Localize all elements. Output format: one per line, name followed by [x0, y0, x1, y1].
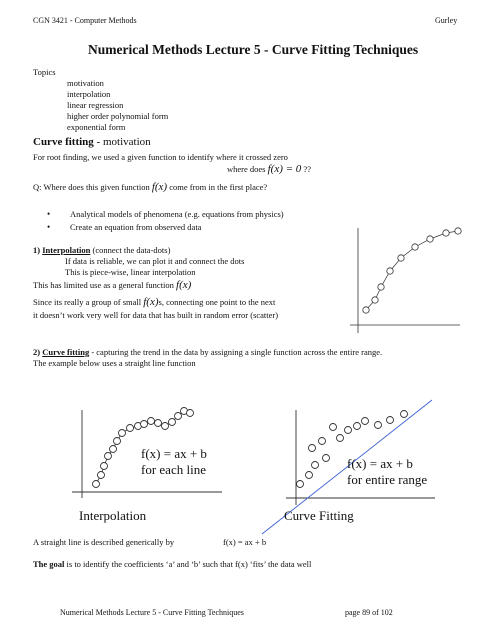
topic-item: motivation [67, 78, 104, 88]
interp-l4-post: s, connecting one point to the next [158, 297, 276, 307]
small-data-point [387, 268, 393, 274]
interp-data-point [110, 446, 117, 453]
interp-caption: Interpolation [79, 508, 147, 523]
where-pre: where does [227, 164, 268, 174]
topic-item: exponential form [67, 122, 126, 132]
bullet-dot: • [47, 209, 51, 219]
fit-head: Curve fitting [42, 347, 90, 357]
interp-head-rest: (connect the data-dots) [90, 245, 171, 255]
motivation-line: For root finding, we used a given function to identify where it crossed zero [33, 152, 288, 162]
goal-line [33, 559, 311, 570]
fit-caption: Curve Fitting [284, 508, 354, 523]
fit-head-rest: - capturing the trend in the data by assigning a single function across the entire range. [89, 347, 383, 357]
fit-data-point [375, 422, 382, 429]
small-data-point [412, 244, 418, 250]
page-title: Numerical Methods Lecture 5 - Curve Fitting Techniques [88, 42, 419, 57]
interp-data-point [169, 419, 176, 426]
interp-line: it doesn’t work very well for data that has built in random error (scatter) [33, 310, 279, 320]
header-course: CGN 3421 - Computer Methods [33, 16, 137, 25]
motivation-heading-rest: - motivation [93, 136, 151, 148]
small-data-point [427, 236, 433, 242]
interp-data-point [141, 421, 148, 428]
interp-data-point [105, 453, 112, 460]
bullet-item: Analytical models of phenomena (e.g. equations from physics) [70, 209, 284, 219]
small-data-point [398, 255, 404, 261]
motivation-heading-bold: Curve fitting [33, 136, 94, 148]
where-math: f(x) = 0 [267, 163, 302, 175]
generic-eq: f(x) = ax + b [223, 537, 267, 547]
footer-title: Numerical Methods Lecture 5 - Curve Fitting Techniques [60, 608, 244, 617]
interp-data-point [114, 438, 121, 445]
interp-data-point [119, 430, 126, 437]
interp-data-point [101, 463, 108, 470]
fit-data-point [330, 424, 337, 431]
interp-data-point [162, 423, 169, 430]
small-interp-figure [350, 228, 461, 333]
interp-line: This is piece-wise, linear interpolation [65, 267, 196, 277]
bullet-item: Create an equation from observed data [70, 222, 202, 232]
fit-data-point [309, 445, 316, 452]
interp-data-point [175, 413, 182, 420]
interp-eq1: f(x) = ax + b [141, 446, 207, 461]
bullet-dot: • [47, 222, 51, 232]
fit-line: The example below uses a straight line function [33, 358, 196, 368]
interp-num: 1) [33, 245, 43, 255]
interp-data-point [148, 418, 155, 425]
fit-data-point [297, 481, 304, 488]
topic-item: interpolation [67, 89, 111, 99]
fit-data-point [345, 427, 352, 434]
small-data-point [372, 297, 378, 303]
generic-text: A straight line is described generically by [33, 537, 175, 547]
topics-heading: Topics [33, 67, 56, 77]
where-post: ?? [301, 164, 311, 174]
interp-data-point [155, 420, 162, 427]
interp-l4-pre: Since its really a group of small [33, 297, 144, 307]
fit-eq2: for entire range [347, 472, 428, 487]
question-math: f(x) [151, 181, 168, 193]
header-author: Gurley [435, 16, 458, 25]
interp-line: If data is reliable, we can plot it and connect the dots [65, 256, 245, 266]
interp-data-point [98, 472, 105, 479]
fit-data-point [337, 435, 344, 442]
question-pre: Q: Where does this given function [33, 182, 152, 192]
fit-data-point [306, 472, 313, 479]
footer-page: page 89 of 102 [345, 608, 393, 617]
question-post: come from in the first place? [167, 182, 268, 192]
interp-data-point [93, 481, 100, 488]
fit-data-point [387, 417, 394, 424]
small-data-point [455, 228, 461, 234]
small-data-point [443, 230, 449, 236]
fit-data-point [354, 423, 361, 430]
interp-l4-math: f(x) [143, 296, 159, 308]
interp-data-point [187, 410, 194, 417]
small-interp-line [366, 231, 458, 310]
fit-data-point [401, 411, 408, 418]
fit-data-point [323, 455, 330, 462]
small-data-point [363, 307, 369, 313]
interp-data-point [127, 425, 134, 432]
topic-item: higher order polynomial form [67, 111, 169, 121]
goal-rest: is to identify the coefficients ‘a’ and ‘b’ such that f(x) ‘fits’ the data well [64, 559, 312, 569]
fit-data-point [312, 462, 319, 469]
goal-bold: The goal [33, 559, 65, 569]
interp-eq2: for each line [141, 462, 206, 477]
interp-head: Interpolation [42, 245, 91, 255]
topic-item: linear regression [67, 100, 124, 110]
fit-eq1: f(x) = ax + b [347, 456, 413, 471]
fit-data-point [319, 438, 326, 445]
interp-l3-pre: This has limited use as a general function [33, 280, 177, 290]
interp-l3-math: f(x) [176, 279, 192, 291]
small-data-point [378, 284, 384, 290]
fit-data-point [362, 418, 369, 425]
fit-num: 2) [33, 347, 43, 357]
